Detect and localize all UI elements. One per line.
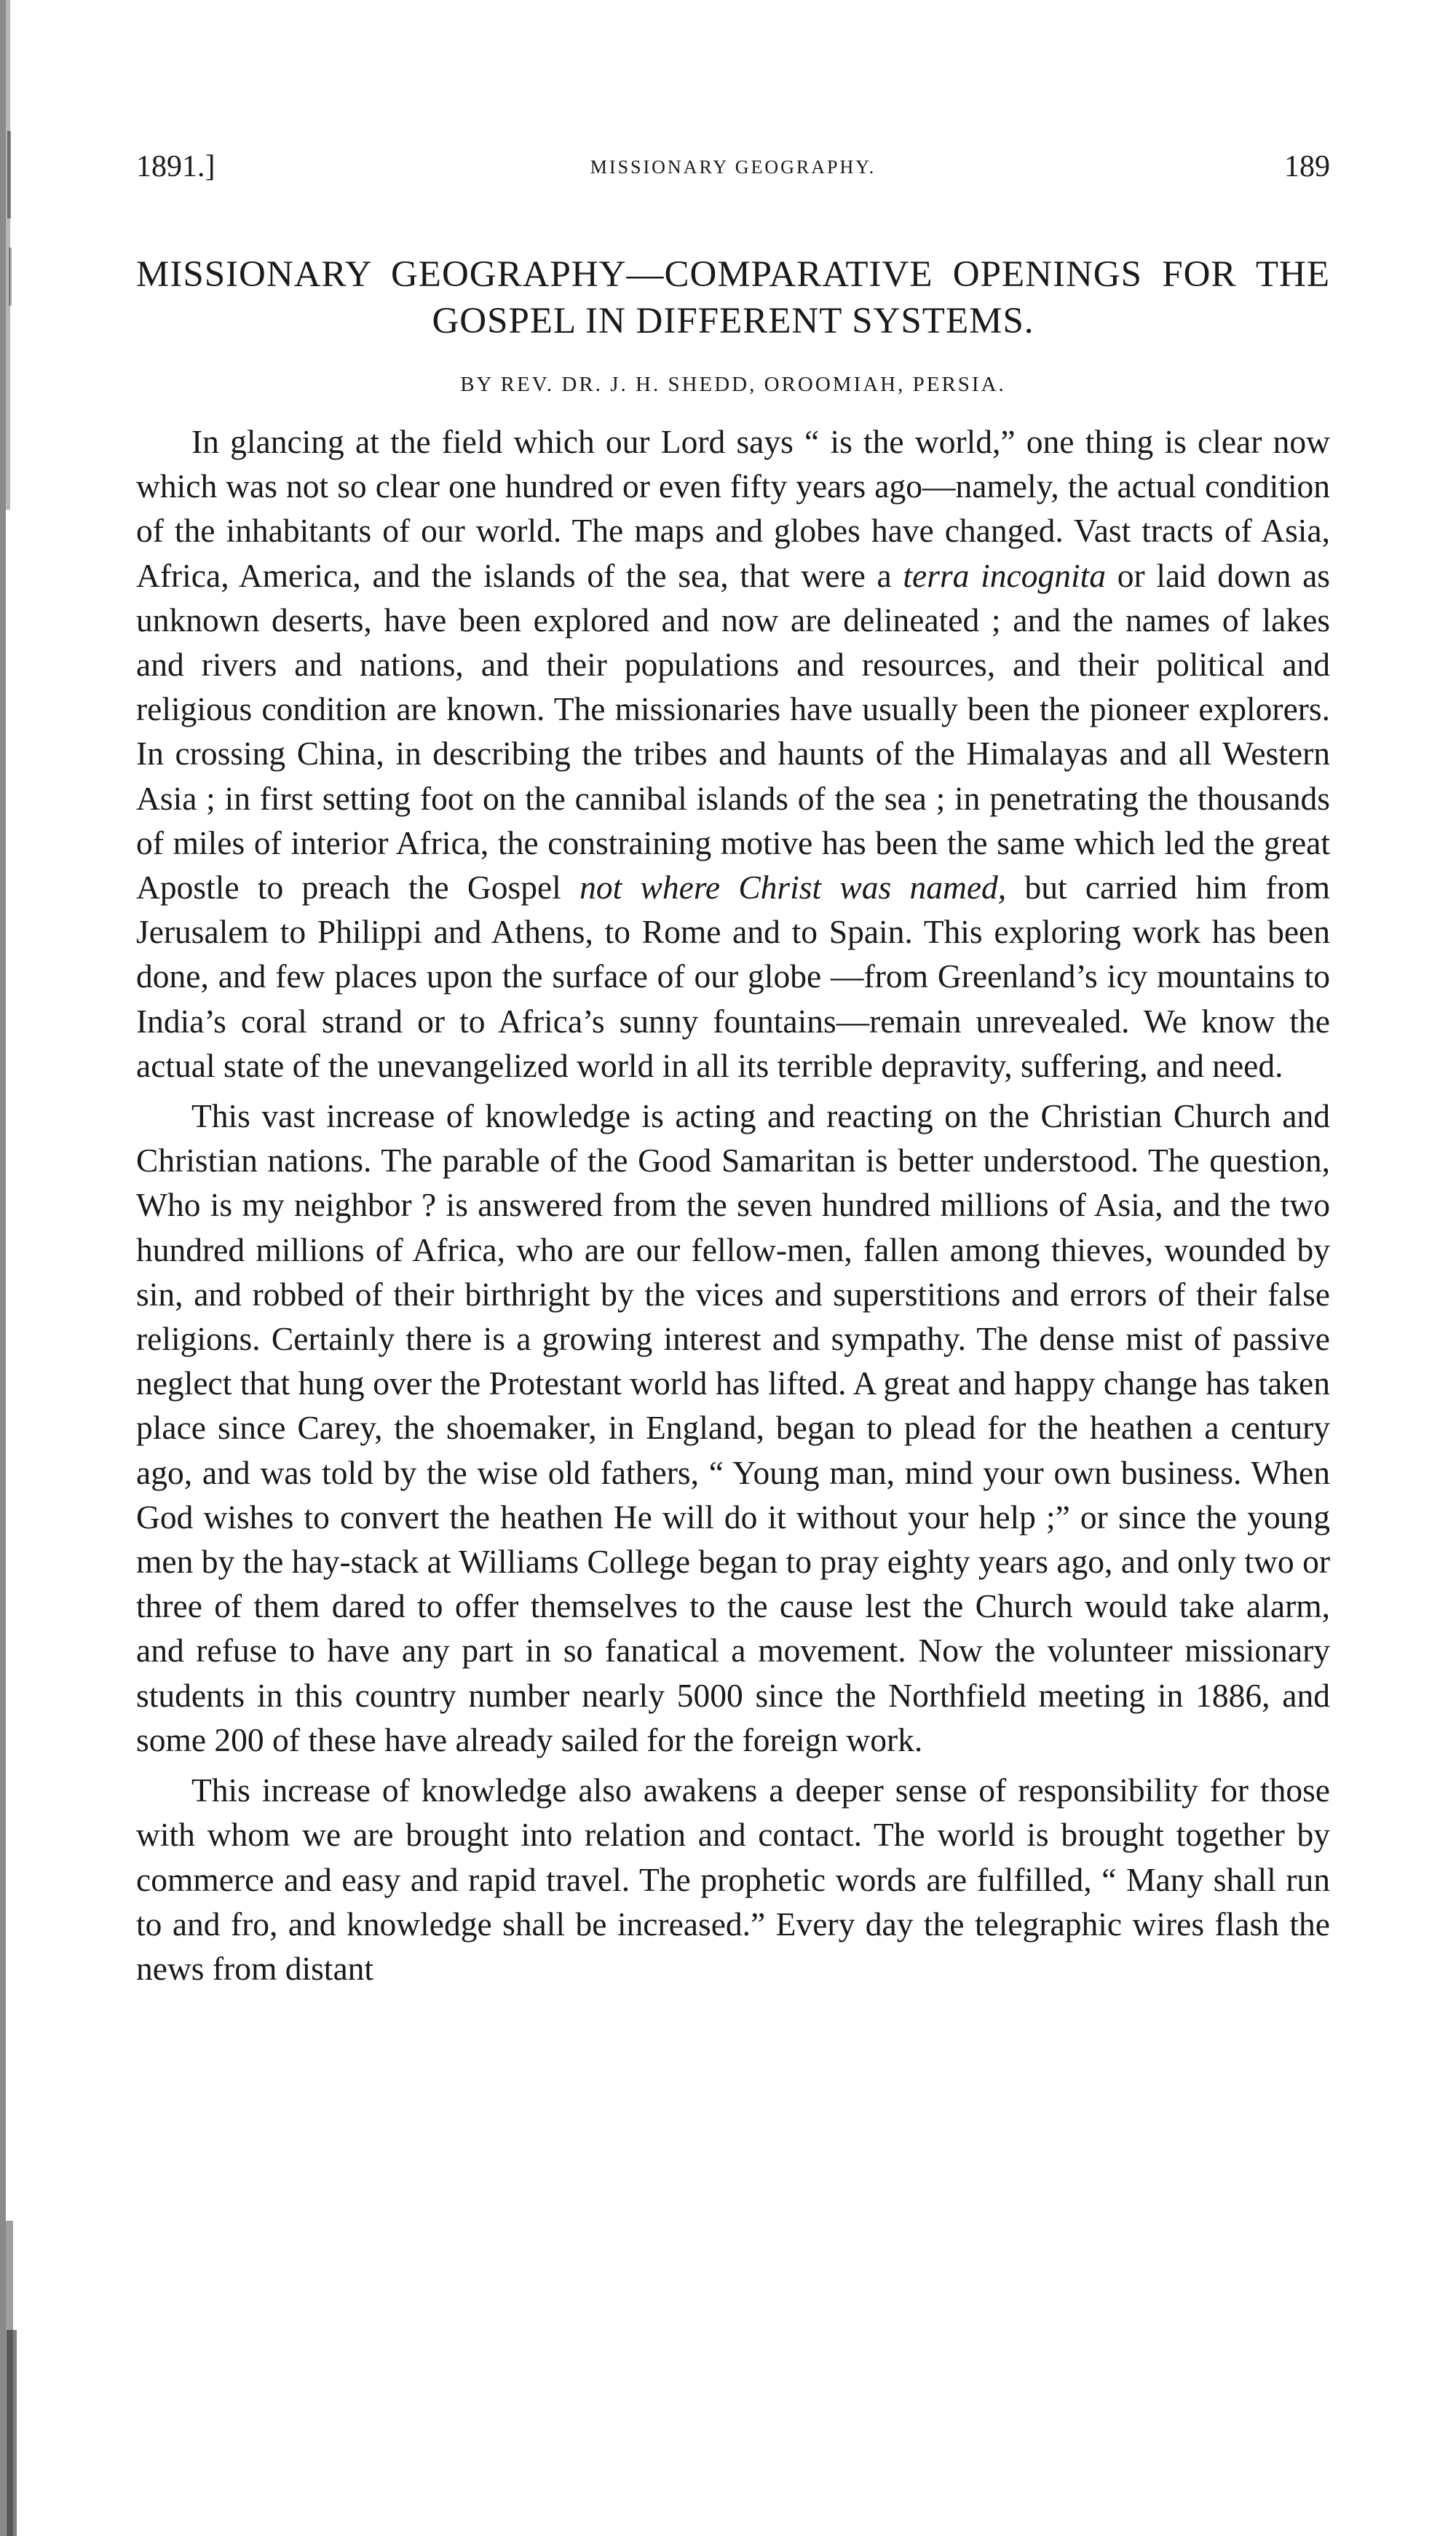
paragraph-1-italic-terra-incognita: terra incognita bbox=[903, 556, 1106, 594]
paragraph-2 bbox=[136, 1094, 1330, 1762]
header-running-title: MISSIONARY GEOGRAPHY. bbox=[590, 157, 877, 178]
paragraph-1-text-a: In glancing at the field which our Lord says “ is the world,” one thing is clear now which was not so clear one hundred or even fifty years ago—namely, the actual condition of the inhabitants of our world. The maps and globes have changed. Vast tracts of Asia, Africa, America, and the islands of the sea, that were a bbox=[136, 423, 1330, 594]
header-page-number: 189 bbox=[1284, 150, 1330, 183]
paragraph-1 bbox=[136, 419, 1330, 1088]
paragraph-3-text: This increase of knowledge also awakens a deeper sense of responsibility for those with whom we are brought into relation and contact. The world is brought together by commerce and easy and rapid travel. The prophetic words are fulfilled, “ Many shall run to and fro, and knowledge shall be increased.” Every day the telegraphic wires flash the news from distant bbox=[136, 1771, 1330, 1987]
paragraph-2-text: This vast increase of knowledge is acting and reacting on the Christian Church and Christian nations. The parable of the Good Samaritan is better understood. The question, Who is my neighbor ? is answered from the seven hundred millions of Asia, and the two hundred millions of Africa, who are our fellow-men, fallen among thieves, wounded by sin, and robbed of their birthright by the vices and superstitions and errors of their false religions. Certainly there is a growing interest and sympathy. The dense mist of passive neglect that hung over the Protestant world has lifted. A great and happy change has taken place since Carey, the shoemaker, in England, began to plead for the heathen a century ago, and was told by the wise old fathers, “ Young man, mind your own business. When God wishes to convert the heathen He will do it without your help ;” or since the young men by the hay-stack at Williams College began to pray eighty years ago, and only two or three of them dared to offer themselves to the cause lest the Church would take alarm, and refuse to have any part in so fanatical a movement. Now the volunteer missionary students in this country number nearly 5000 since the Northfield meeting in 1886, and some 200 of these have already sailed for the foreign work. bbox=[136, 1097, 1330, 1758]
article-byline: BY REV. DR. J. H. SHEDD, OROOMIAH, PERSIA. bbox=[460, 373, 1006, 396]
paragraph-1-text-b: or laid down as unknown deserts, have been explored and now are delineated ; and the names of lakes and rivers and nations, and their populations and resources, and their political and religious condition are known. The missionaries have usually been the pioneer explorers. In crossing China, in describing the tribes and haunts of the Himalayas and all Western Asia ; in first setting foot on the cannibal islands of the sea ; in penetrating the thousands of miles of interior Africa, the constraining motive has been the same which led the great Apostle to preach the Gospel bbox=[136, 556, 1331, 906]
header-year: 1891.] bbox=[136, 150, 215, 183]
paragraph-1-text-c: but carried him from Jerusalem to Philippi and Athens, to Rome and to Spain. This exploring work has been done, and few places upon the surface of our globe —from Greenland’s icy mountains to India’s coral strand or to Africa’s sunny fountains—remain unrevealed. We know the actual state of the unevangelized world in all its terrible depravity, suffering, and need. bbox=[136, 869, 1330, 1084]
paragraph-1-italic-christ-named: not where Christ was named, bbox=[579, 869, 1007, 906]
paragraph-3 bbox=[136, 1768, 1330, 1991]
scan-binding-edge bbox=[0, 0, 20, 2536]
running-head bbox=[136, 149, 1330, 193]
article-title: MISSIONARY GEOGRAPHY—COMPARATIVE OPENINGS FOR THE GOSPEL IN DIFFERENT SYSTEMS. bbox=[136, 254, 1330, 341]
article-body bbox=[136, 419, 1330, 1991]
